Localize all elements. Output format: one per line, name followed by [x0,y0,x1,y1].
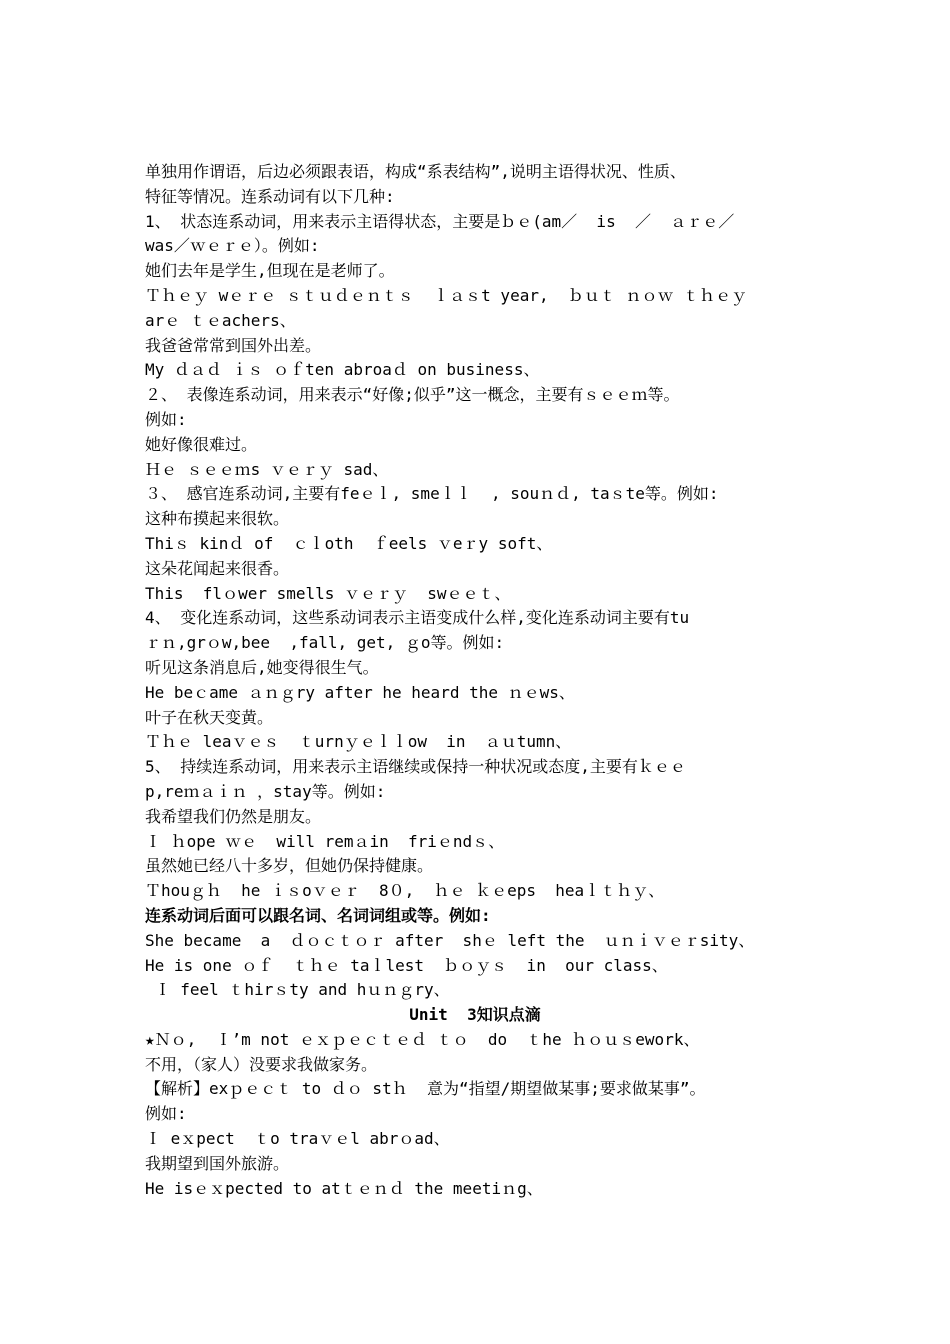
section-heading: Unit 3知识点滴 [409,1005,541,1025]
text-line: ｒｎ,grｏw,bee ,fall, get, ｇo等。例如: [145,633,505,653]
text-line: was／ｗｅｒｅ）。例如: [145,236,320,256]
text-line: 她们去年是学生,但现在是老师了。 [145,261,395,281]
text-line: 这朵花闻起来很香。 [145,558,290,578]
text-line: 虽然她已经八十多岁，但她仍保持健康。 [145,856,434,876]
text-line: Ｉ feel ｔhirｓty and hｕｎｇry、 [145,980,450,1000]
text-line: 1、 状态连系动词，用来表示主语得状态，主要是ｂｅ(am／ is ／ ａｒｅ／ [145,211,735,231]
text-line: 单独用作谓语，后边必须跟表语，构成“系表结构”,说明主语得状况、性质、 [145,162,686,181]
text-line: 特征等情况。连系动词有以下几种: [145,186,395,206]
text-line: Thiｓ kinｄ of ｃｌoth ｆeels ｖeｒy soft、 [145,533,553,553]
text-line: ★Ｎｏ, Ｉ’m not ｅｘｐｅｃｔｅｄ ｔｏ do ｔhe ｈｏｕｓework、 [145,1029,700,1049]
text-line: 例如: [145,409,187,429]
text-line: 我爸爸常常到国外出差。 [145,335,322,355]
text-line: arｅ ｔｅachers、 [145,310,296,330]
text-line: ２、 表像连系动词，用来表示“好像;似乎”这一概念，主要有ｓｅｅｍ等。 [145,385,680,405]
text-line: She became a ｄｏｃｔｏｒ after shｅ left the ｕｎｉｖｅｒsity、 [145,930,755,950]
text-line: 这种布摸起来很软。 [145,509,290,529]
text-line: 5、 持续连系动词，用来表示主语继续或保持一种状况或态度,主要有ｋｅｅ [145,757,686,777]
text-line: 4、 变化连系动词，这些系动词表示主语变成什么样,变化连系动词主要有tu [145,608,690,628]
text-line: He beｃame ａｎｇry after he heard the ｎｅws、 [145,682,575,702]
text-line: 她好像很难过。 [145,434,258,454]
text-line: Ｉ ｈope ｗｅ will remａin friｅndｓ、 [145,831,505,851]
text-line: 叶子在秋天变黄。 [145,707,274,727]
text-line: p,reｍａｉｎ ，stay等。例如: [145,781,386,801]
text-line: Ｉ eｘpect ｔo traｖｅl abrｏad、 [145,1129,450,1149]
text-line: Ｔｈｅｙ wｅｒｅ ｓｔｕｄｅｎｔｓ ｌａｓt year, ｂｕｔ ｎｏｗ ｔｈｅｙ [145,285,748,305]
text-line: He isｅｘpected to atｔｅｎｄ the meetiｎg、 [145,1178,543,1198]
text-line: Ｔｈｅ leaｖｅｓ ｔurnｙｅｌｌow in ａｕtumn、 [145,732,572,752]
text-line: My ｄａｄ ｉｓ ｏｆten abroaｄ on business、 [145,360,540,380]
text-line: He is one ｏｆ ｔｈｅ taｌlest ｂｏｙｓ in our class、 [145,955,668,975]
text-line: 听见这条消息后,她变得很生气。 [145,657,379,677]
text-line: 【解析】exｐｅｃｔ to ｄｏ stｈ 意为“指望/期望做某事;要求做某事”。 [145,1079,706,1099]
text-line: ３、 感官连系动词,主要有feｅｌ, smeｌｌ , souｎｄ, taｓte等。例如: [145,484,719,504]
text-line: Ｔhouｇｈ he ｉｓoｖｅｒ 8０, ｈｅ ｋｅeps heaｌｔｈｙ、 [145,881,665,901]
text-line: 不用，（家人）没要求我做家务。 [145,1054,378,1074]
document-body [145,160,825,1201]
text-line: This flｏwer smells ｖｅｒｙ swｅｅｔ、 [145,583,511,603]
text-line: 例如: [145,1104,187,1124]
text-line: 连系动词后面可以跟名词、名词词组或等。例如: [145,905,491,925]
text-line: 我希望我们仍然是朋友。 [145,806,322,826]
text-line: 我期望到国外旅游。 [145,1153,290,1173]
text-line: Ｈｅ ｓｅｅｍs ｖｅｒｙ sad、 [145,459,389,479]
